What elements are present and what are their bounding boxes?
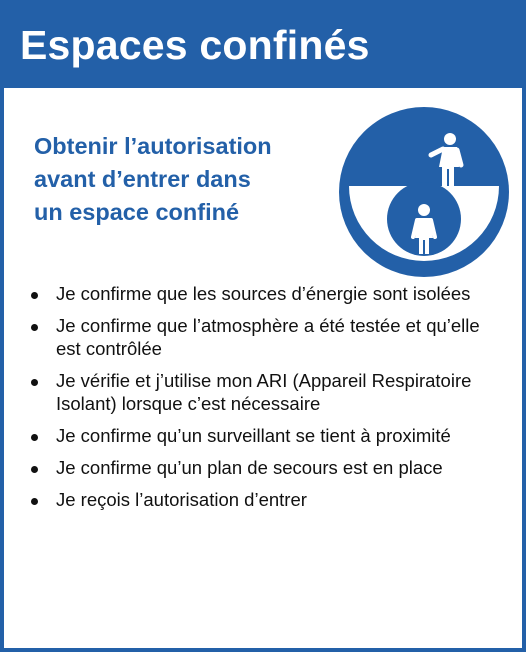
list-item	[26, 282, 506, 305]
list-item-text: Je confirme que les sources d’énergie sont isolées	[56, 283, 471, 304]
list-item-text: Je confirme que l’atmosphère a été testée et qu’elle est contrôlée	[56, 315, 480, 359]
list-item	[26, 424, 506, 447]
list-item-text: Je confirme qu’un surveillant se tient à proximité	[56, 425, 451, 446]
list-item	[26, 456, 506, 479]
list-item-text: Je vérifie et j’utilise mon ARI (Appareil Respiratoire Isolant) lorsque c’est nécessaire	[56, 370, 472, 414]
subtitle	[34, 130, 354, 229]
subtitle-line-2: avant d’entrer dans	[34, 166, 251, 192]
list-item-text: Je confirme qu’un plan de secours est en place	[56, 457, 443, 478]
bullet-icon	[31, 292, 38, 299]
bullet-icon	[31, 498, 38, 505]
list-item	[26, 488, 506, 511]
requirements-list	[26, 282, 506, 520]
list-item	[26, 369, 506, 415]
bullet-icon	[31, 379, 38, 386]
subtitle-line-3: un espace confiné	[34, 199, 240, 225]
bullet-icon	[31, 324, 38, 331]
page-title: Espaces confinés	[20, 22, 370, 68]
bullet-icon	[31, 434, 38, 441]
bullet-icon	[31, 466, 38, 473]
list-item	[26, 314, 506, 360]
subtitle-line-1: Obtenir l’autorisation	[34, 133, 272, 159]
confined-space-entry-icon	[339, 107, 509, 277]
header-bar	[4, 4, 522, 88]
list-item-text: Je reçois l’autorisation d’entrer	[56, 489, 307, 510]
